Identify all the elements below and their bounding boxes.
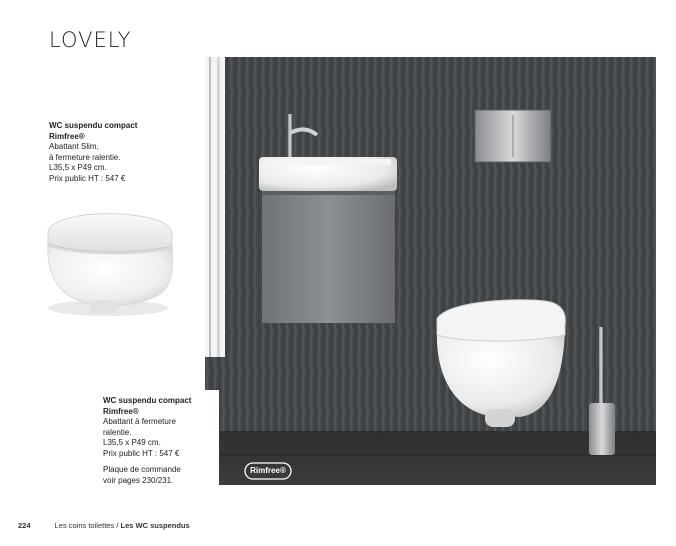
product-name: WC suspendu compact xyxy=(103,396,192,405)
product-detail: à fermeture ralentie. xyxy=(49,152,121,162)
bathroom-photo xyxy=(205,57,656,485)
flush-plate-note: voir pages 230/231. xyxy=(103,475,174,485)
breadcrumb-separator: / xyxy=(114,521,121,530)
rimfree-badge: Rimfree® xyxy=(250,466,286,475)
product-price: Prix public HT : 547 € xyxy=(103,448,180,458)
product-name: WC suspendu compact xyxy=(49,121,138,130)
flush-plate-note: Plaque de commande xyxy=(103,465,181,474)
product-dimensions: L35,5 x P49 cm. xyxy=(49,163,107,172)
product-detail: Abattant à fermeture xyxy=(103,417,176,426)
page-title: LOVELY xyxy=(49,28,132,52)
product-detail: Abattant Slim, xyxy=(49,142,99,151)
product-brand: Rimfree® xyxy=(49,131,85,141)
page-number: 224 xyxy=(18,521,31,530)
product-description-2 xyxy=(97,390,219,492)
breadcrumb-section: Les coins toilettes xyxy=(54,521,115,530)
product-detail: ralentie. xyxy=(103,427,132,437)
product-description-1 xyxy=(49,121,159,184)
product-price: Prix public HT : 547 € xyxy=(49,173,126,183)
breadcrumb-current: Les WC suspendus xyxy=(120,521,190,530)
product-dimensions: L35,5 x P49 cm. xyxy=(103,438,161,447)
wall-hung-toilet-product-image xyxy=(20,196,190,326)
product-brand: Rimfree® xyxy=(103,406,139,416)
page-footer xyxy=(18,521,190,530)
